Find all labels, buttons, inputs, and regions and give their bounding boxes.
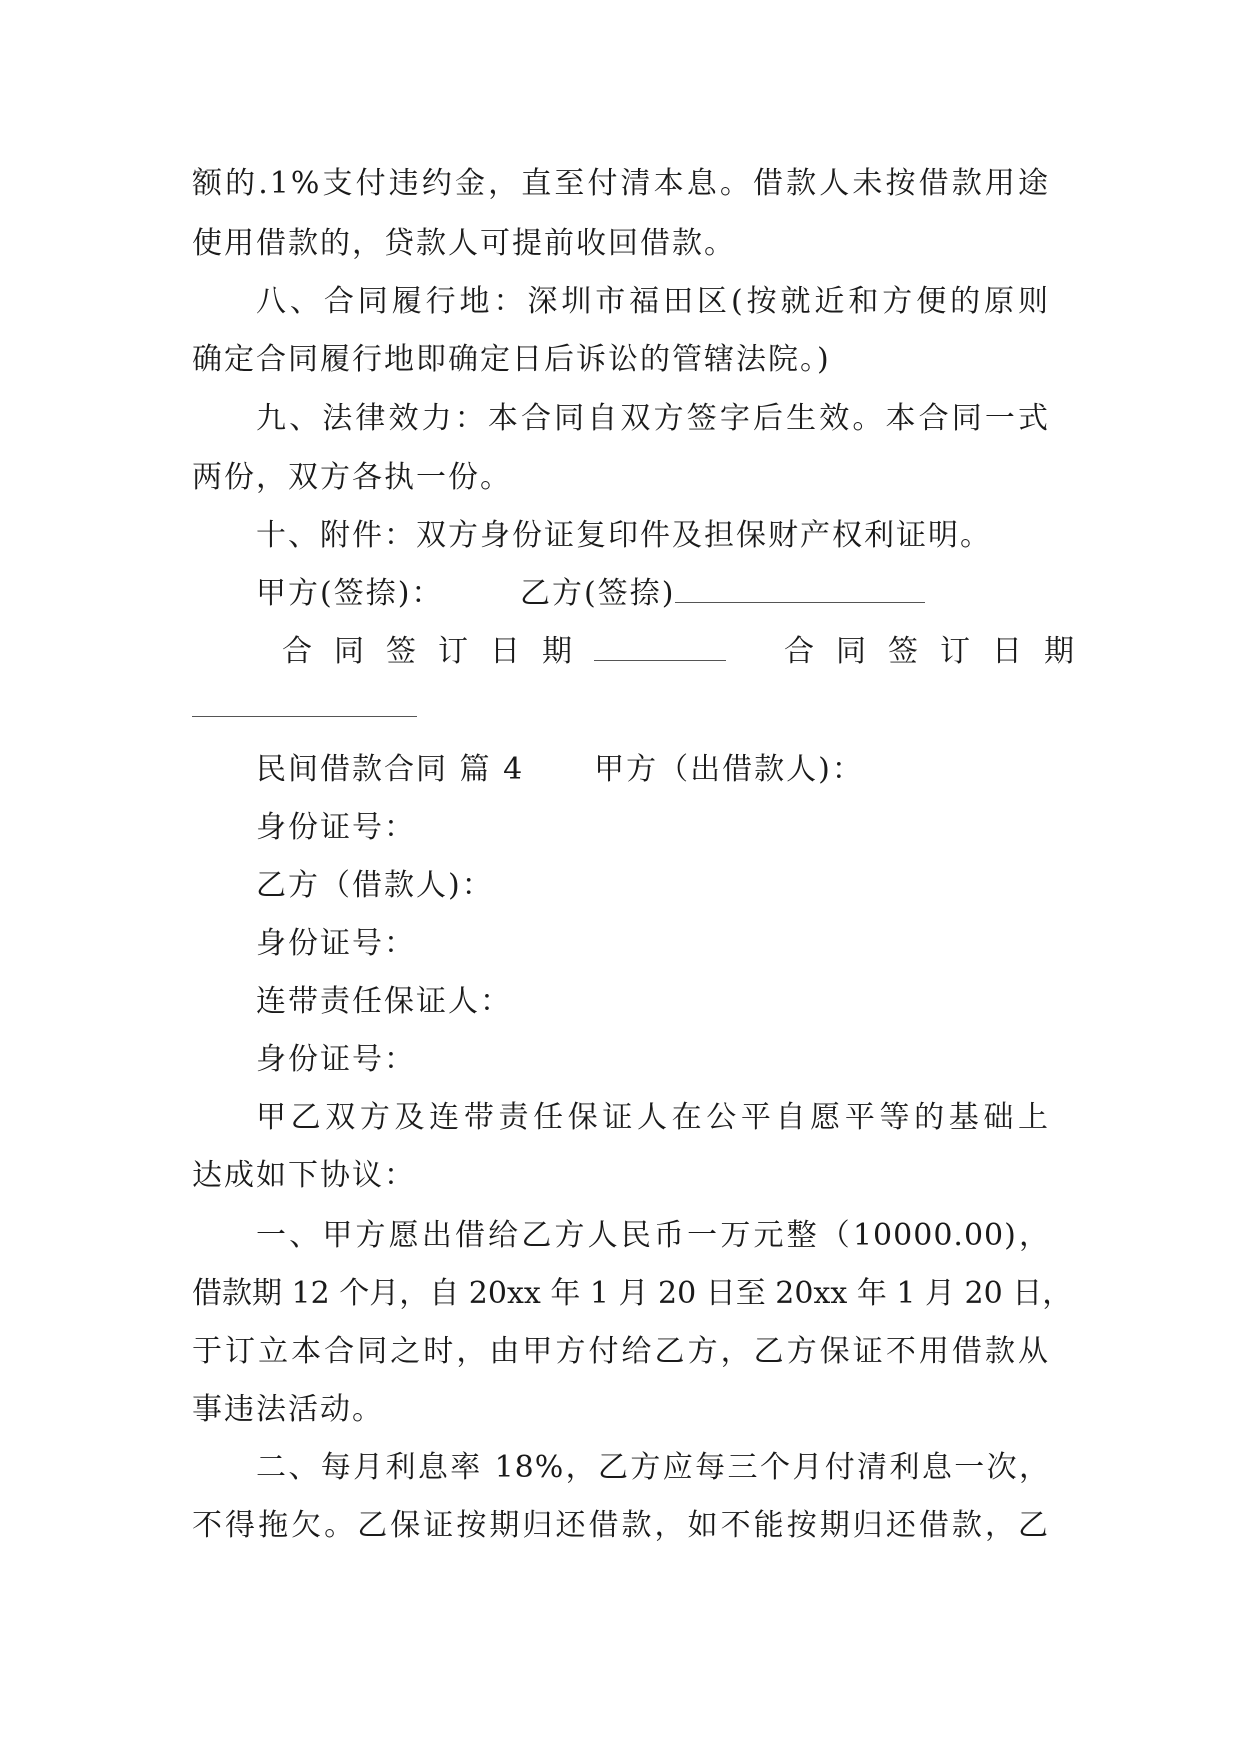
guarantor-id-label: 身份证号：: [256, 1042, 416, 1077]
clause-1-line-2: 借款期 12 个月，自 20xx 年 1 月 20 日至 20xx 年 1 月 20 日，: [192, 1276, 1073, 1311]
signing-date-b: 合同签订日期: [784, 634, 1096, 669]
intro-line-2: 达成如下协议：: [192, 1158, 416, 1193]
clause-9-line-2: 两份，双方各执一份。: [192, 460, 512, 495]
intro-line-1: 甲乙双方及连带责任保证人在公平自愿平等的基础上: [256, 1100, 1050, 1135]
lender-id-label: 身份证号：: [256, 810, 416, 845]
clause-10-line: 十、附件：双方身份证复印件及担保财产权利证明。: [256, 518, 992, 553]
signing-date-a: [282, 632, 726, 672]
clause-1-line-1: 一、甲方愿出借给乙方人民币一万元整（10000.00)，: [256, 1218, 1050, 1253]
clause-1-line-4: 事违法活动。: [192, 1392, 384, 1427]
lender-label: 甲方（出借款人)：: [594, 752, 864, 787]
signing-date-b-blank: [192, 716, 417, 717]
signing-date-a-label: 合同签订日期: [282, 634, 594, 669]
signature-party-a: 甲方(签捺)：: [256, 576, 444, 611]
text-line: 使用借款的，贷款人可提前收回借款。: [192, 226, 736, 261]
signature-party-b: [520, 574, 925, 614]
signature-party-b-label: 乙方(签捺): [520, 576, 676, 611]
text-line: 额的.1%支付违约金，直至付清本息。借款人未按借款用途: [192, 166, 1050, 201]
borrower-label: 乙方（借款人)：: [256, 868, 494, 903]
clause-8-line-2: 确定合同履行地即确定日后诉讼的管辖法院。): [192, 342, 831, 377]
section-4-title: [256, 750, 864, 790]
clause-1-line-3: 于订立本合同之时，由甲方付给乙方，乙方保证不用借款从: [192, 1334, 1050, 1369]
clause-2-line-2: 不得拖欠。乙保证按期归还借款，如不能按期归还借款，乙: [192, 1508, 1050, 1543]
borrower-id-label: 身份证号：: [256, 926, 416, 961]
clause-9-line-1: 九、法律效力：本合同自双方签字后生效。本合同一式: [256, 401, 1050, 436]
signing-date-a-blank: [594, 632, 726, 661]
signature-party-b-blank: [675, 574, 925, 603]
clause-8-line-1: 八、合同履行地：深圳市福田区(按就近和方便的原则: [256, 284, 1050, 319]
clause-2-line-1: 二、每月利息率 18%，乙方应每三个月付清利息一次，: [256, 1450, 1050, 1485]
guarantor-label: 连带责任保证人：: [256, 984, 512, 1019]
section-4-heading: 民间借款合同 篇 4: [256, 752, 525, 787]
